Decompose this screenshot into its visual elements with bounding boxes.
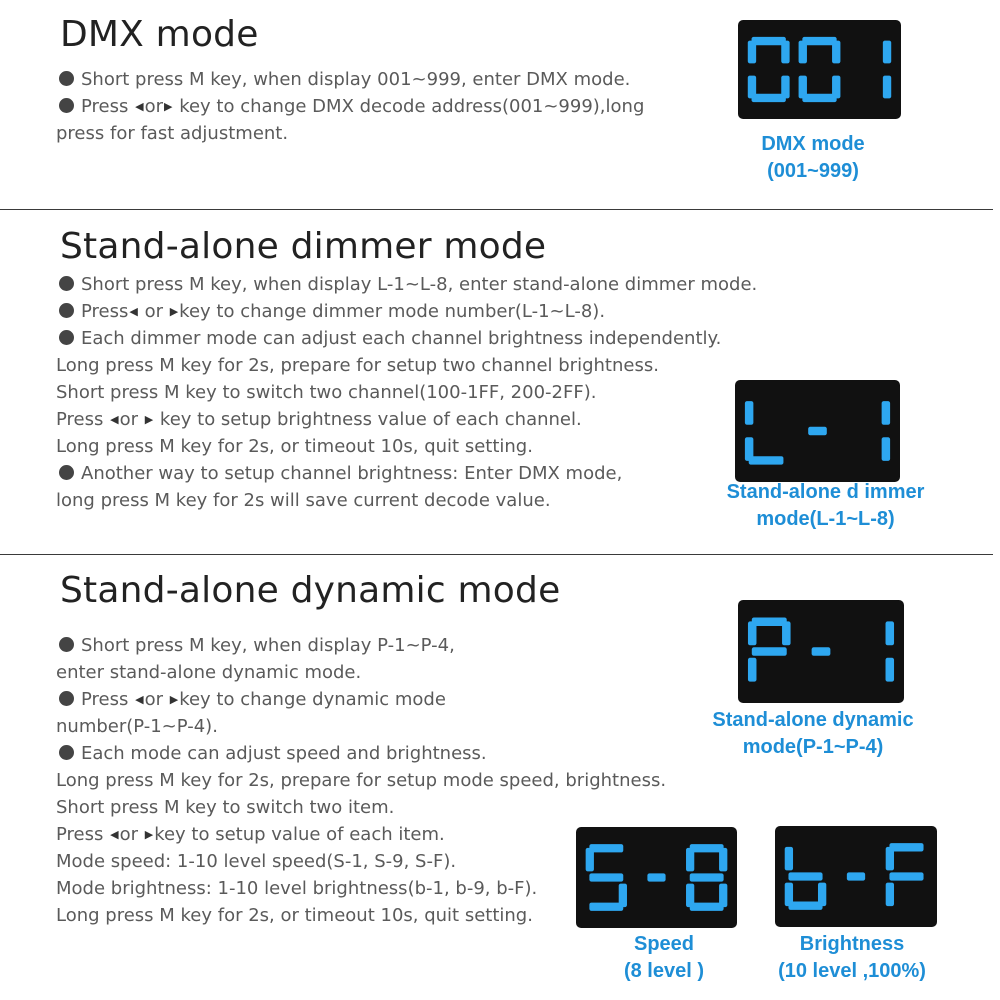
digit-8: [686, 844, 727, 911]
dynamic-caption-line-1: Stand-alone dynamic: [712, 709, 914, 731]
left-arrow-icon: ◀: [110, 413, 119, 426]
speed-caption-line-2: (8 level ): [623, 960, 705, 982]
instruction-line: [56, 875, 666, 902]
segment-e: [748, 658, 757, 682]
segment-dash: [812, 647, 831, 656]
digit-dash: [847, 872, 865, 880]
segment-f: [886, 847, 894, 870]
instruction-line: [56, 686, 666, 713]
left-arrow-icon: ◀: [110, 828, 119, 841]
segment-a: [690, 844, 724, 852]
instruction-text: or: [119, 824, 144, 845]
instruction-text: Press: [56, 409, 110, 430]
segment-d: [788, 902, 822, 910]
left-arrow-icon: ◀: [135, 693, 144, 706]
digit-0: [799, 37, 841, 102]
segment-b: [886, 621, 895, 645]
digit-dash: [647, 873, 665, 881]
instruction-text: or: [144, 689, 169, 710]
instruction-line: [56, 713, 666, 740]
instruction-text: Short press M key, when display P-1~P-4,: [81, 635, 455, 656]
segment-b: [883, 41, 891, 64]
instruction-line: [56, 767, 666, 794]
bullet-icon: [59, 637, 74, 652]
segment-d: [802, 94, 836, 102]
digit-0: [748, 37, 790, 102]
segment-dash: [847, 872, 865, 880]
digit-F: [886, 843, 924, 906]
segment-d: [589, 903, 623, 911]
dynamic-instructions: [56, 632, 666, 929]
instruction-text: key to setup value of each item.: [154, 824, 445, 845]
dynamic-display-caption: [693, 707, 933, 761]
instruction-text: or: [138, 301, 169, 322]
digit-b: [785, 847, 827, 910]
segment-e: [745, 437, 753, 461]
instruction-text: or: [144, 96, 163, 117]
segment-c: [886, 658, 895, 682]
instruction-line: [56, 740, 666, 767]
bullet-icon: [59, 330, 74, 345]
right-arrow-icon: ▶: [169, 693, 179, 706]
right-arrow-icon: ▶: [169, 305, 179, 318]
instruction-text: Long press M key for 2s, or timeout 10s, quit setting.: [56, 436, 533, 457]
segment-a: [752, 618, 787, 627]
segment-g: [752, 647, 787, 656]
segment-b: [719, 848, 727, 871]
bullet-icon: [59, 303, 74, 318]
dynamic-mode-title: Stand-alone dynamic mode: [60, 570, 561, 611]
instruction-text: Short press M key, when display 001~999, enter DMX mode.: [81, 69, 631, 90]
speed-display: [576, 827, 737, 928]
segment-g: [889, 872, 923, 880]
instruction-line: [56, 659, 666, 686]
instruction-text: press for fast adjustment.: [56, 123, 289, 144]
bullet-icon: [59, 276, 74, 291]
speed-caption: [576, 931, 752, 985]
bullet-icon: [59, 465, 74, 480]
instruction-line: [56, 902, 666, 929]
digit-L: [745, 401, 784, 465]
seven-segment-digits: [775, 826, 937, 927]
instruction-line: [56, 66, 644, 93]
segment-dash: [647, 873, 665, 881]
dimmer-instructions: [56, 271, 757, 514]
instruction-text: Each dimmer mode can adjust each channel brightness independently.: [81, 328, 722, 349]
dmx-address-display: [738, 20, 901, 119]
brightness-display: [775, 826, 937, 927]
instruction-text: Press: [81, 689, 135, 710]
instruction-text: Long press M key for 2s, prepare for setup mode speed, brightness.: [56, 770, 667, 791]
seven-segment-digits: [735, 380, 900, 482]
instruction-text: key to change dynamic mode: [179, 689, 446, 710]
segment-dash: [808, 427, 827, 435]
digit-1: [886, 621, 895, 681]
left-arrow-icon: ◀: [129, 305, 138, 318]
segment-b: [832, 41, 840, 64]
segment-e: [886, 883, 894, 906]
dimmer-mode-display: [735, 380, 900, 482]
segment-g: [690, 873, 724, 881]
instruction-text: Long press M key for 2s, or timeout 10s, quit setting.: [56, 905, 533, 926]
digit-dash: [812, 647, 831, 656]
dimmer-caption-line-1: Stand-alone d immer: [726, 481, 925, 503]
dmx-caption-line-2: (001~999): [767, 160, 859, 182]
segment-a: [589, 844, 623, 852]
instruction-text: Short press M key to switch two channel(100-1FF, 200-2FF).: [56, 382, 597, 403]
segment-f: [748, 621, 757, 645]
seven-segment-digits: [576, 827, 737, 928]
instruction-text: Press: [81, 301, 129, 322]
dmx-instructions: [56, 66, 644, 147]
segment-b: [782, 621, 791, 645]
dynamic-mode-display: [738, 600, 904, 703]
dmx-mode-title: DMX mode: [60, 14, 259, 55]
seven-segment-digits: [738, 600, 904, 703]
right-arrow-icon: ▶: [164, 100, 173, 113]
instruction-text: Another way to setup channel brightness: Enter DMX mode,: [81, 463, 623, 484]
digit-P: [748, 618, 791, 682]
right-arrow-icon: ▶: [144, 413, 154, 426]
instruction-line: [56, 406, 757, 433]
digit-S: [586, 844, 627, 911]
instruction-text: Press: [56, 824, 110, 845]
segment-c: [883, 76, 891, 99]
instruction-line: [56, 848, 666, 875]
instruction-text: key to setup brightness value of each channel.: [154, 409, 582, 430]
bullet-icon: [59, 691, 74, 706]
dmx-display-caption: [713, 131, 913, 185]
segment-f: [586, 848, 594, 871]
section-divider-2: [0, 554, 993, 555]
segment-a: [889, 843, 923, 851]
dimmer-display-caption: [713, 479, 938, 533]
instruction-text: Short press M key, when display L-1~L-8, enter stand-alone dimmer mode.: [81, 274, 758, 295]
digit-1: [883, 41, 891, 99]
segment-g: [788, 872, 822, 880]
speed-caption-line-1: Speed: [633, 933, 695, 955]
instruction-line: [56, 632, 666, 659]
segment-f: [785, 847, 793, 870]
digit-1: [882, 401, 890, 461]
instruction-line: [56, 794, 666, 821]
segment-e: [799, 76, 807, 99]
instruction-line: [56, 379, 757, 406]
instruction-line: [56, 460, 757, 487]
instruction-line: [56, 821, 666, 848]
instruction-text: Mode speed: 1-10 level speed(S-1, S-9, S-F).: [56, 851, 457, 872]
segment-d: [690, 903, 724, 911]
instruction-text: Long press M key for 2s, prepare for setup two channel brightness.: [56, 355, 659, 376]
segment-d: [752, 94, 786, 102]
right-arrow-icon: ▶: [144, 828, 154, 841]
segment-a: [752, 37, 786, 45]
instruction-line: [56, 352, 757, 379]
dynamic-caption-line-2: mode(P-1~P-4): [742, 736, 884, 758]
instruction-line: [56, 271, 757, 298]
brightness-caption-line-1: Brightness: [799, 933, 905, 955]
instruction-line: [56, 433, 757, 460]
segment-b: [882, 401, 890, 425]
seven-segment-digits: [738, 20, 901, 119]
instruction-text: long press M key for 2s will save current decode value.: [56, 490, 551, 511]
bullet-icon: [59, 98, 74, 113]
instruction-text: number(P-1~P-4).: [56, 716, 218, 737]
dmx-caption-line-1: DMX mode: [761, 133, 865, 155]
instruction-text: Short press M key to switch two item.: [56, 797, 395, 818]
instruction-line: [56, 325, 757, 352]
segment-f: [745, 401, 753, 425]
instruction-text: Mode brightness: 1-10 level brightness(b-1, b-9, b-F).: [56, 878, 538, 899]
instruction-line: [56, 93, 644, 120]
instruction-text: or: [119, 409, 144, 430]
instruction-line: [56, 487, 757, 514]
segment-c: [882, 437, 890, 461]
instruction-text: key to change DMX decode address(001~999),long: [173, 96, 645, 117]
segment-e: [686, 884, 694, 907]
digit-dash: [808, 427, 827, 435]
brightness-caption: [762, 931, 942, 985]
dimmer-caption-line-2: mode(L-1~L-8): [756, 508, 895, 530]
instruction-text: enter stand-alone dynamic mode.: [56, 662, 362, 683]
instruction-text: key to change dimmer mode number(L-1~L-8).: [179, 301, 606, 322]
segment-f: [686, 848, 694, 871]
segment-a: [802, 37, 836, 45]
instruction-line: [56, 120, 644, 147]
segment-e: [748, 76, 756, 99]
instruction-line: [56, 298, 757, 325]
segment-d: [749, 456, 784, 464]
dimmer-mode-title: Stand-alone dimmer mode: [60, 226, 547, 267]
bullet-icon: [59, 71, 74, 86]
instruction-text: Each mode can adjust speed and brightness.: [81, 743, 487, 764]
segment-g: [589, 873, 623, 881]
segment-e: [785, 883, 793, 906]
brightness-caption-line-2: (10 level ,100%): [778, 960, 926, 982]
bullet-icon: [59, 745, 74, 760]
segment-f: [748, 41, 756, 64]
segment-b: [781, 41, 789, 64]
segment-f: [799, 41, 807, 64]
section-divider-1: [0, 209, 993, 210]
left-arrow-icon: ◀: [135, 100, 144, 113]
instruction-text: Press: [81, 96, 135, 117]
